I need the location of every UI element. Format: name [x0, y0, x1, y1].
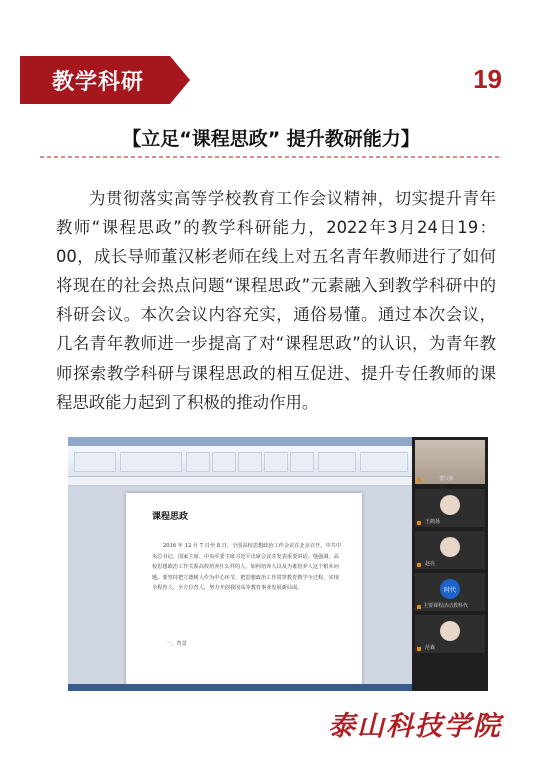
- participant-tile: [415, 531, 485, 569]
- mic-icon: [417, 521, 421, 525]
- word-window: [68, 437, 412, 691]
- avatar-label: 时代: [443, 587, 456, 594]
- school-signature: 泰山科技学院: [328, 711, 502, 742]
- participant-name: 范森: [425, 645, 436, 651]
- participant-panel: [412, 437, 488, 691]
- mic-icon: [417, 563, 421, 567]
- document-body: 2016 年 12 月 7 日至 8 日，全国高校思想政治工作会议在北京召开。中共中央总书记、国家主席、中央军委主席习近平出席会议并发表重要讲话。他强调，高校思想政治工作关系高校培养什么样的人、如何培养人以及为谁培养人这个根本问题。要坚持把立德树人作为中心环节，把思想政治工作贯穿教育教学全过程，实现全程育人、全方位育人，努力开创我国高等教育事业发展新局面。: [152, 543, 342, 592]
- participant-name: 赵亮: [425, 561, 436, 567]
- participant-name: 主要课程活动教科代: [423, 603, 469, 609]
- title-divider: [40, 154, 502, 160]
- mic-icon: [417, 605, 421, 609]
- participant-tile: [415, 615, 485, 653]
- participant-name: 王鹤扬: [425, 519, 441, 525]
- page-number: 19: [473, 64, 502, 94]
- participant-name: 董汉彬: [439, 476, 455, 482]
- mic-icon: [417, 478, 421, 482]
- document-page: [126, 493, 362, 691]
- section-title: 教学科研: [52, 70, 145, 95]
- mic-icon: [417, 647, 421, 651]
- article-paragraph: 为贯彻落实高等学校教育工作会议精神，切实提升青年教师“课程思政”的教学科研能力，2022年3月24日19：00，成长导师董汉彬老师在线上对五名青年教师进行了如何将现在的社会热点问题“课程思政”元素融入到教学科研中的科研会议。本次会议内容充实，通俗易懂。通过本次会议，几名青年教师进一步提高了对“课程思政”的认识，为青年教师探索教学科研与课程思政的相互促进、提升专任教师的课程思政能力起到了积极的推动作用。: [56, 189, 496, 412]
- avatar: [440, 537, 460, 557]
- section-banner: [20, 56, 190, 104]
- taskbar: [68, 684, 412, 691]
- article-title: 【立足“课程思政” 提升教研能力】: [122, 128, 420, 150]
- avatar: [440, 495, 460, 515]
- avatar: [440, 621, 460, 641]
- word-ribbon: [68, 446, 412, 477]
- document-title: 课程思政: [152, 512, 189, 522]
- meeting-screenshot: [68, 437, 488, 691]
- participant-tile: [415, 440, 485, 484]
- document-subheading: 一、背景: [166, 641, 187, 647]
- word-ruler: [68, 477, 412, 486]
- participant-tile: [415, 489, 485, 527]
- participant-tile: [415, 573, 485, 611]
- word-titlebar: [68, 437, 412, 446]
